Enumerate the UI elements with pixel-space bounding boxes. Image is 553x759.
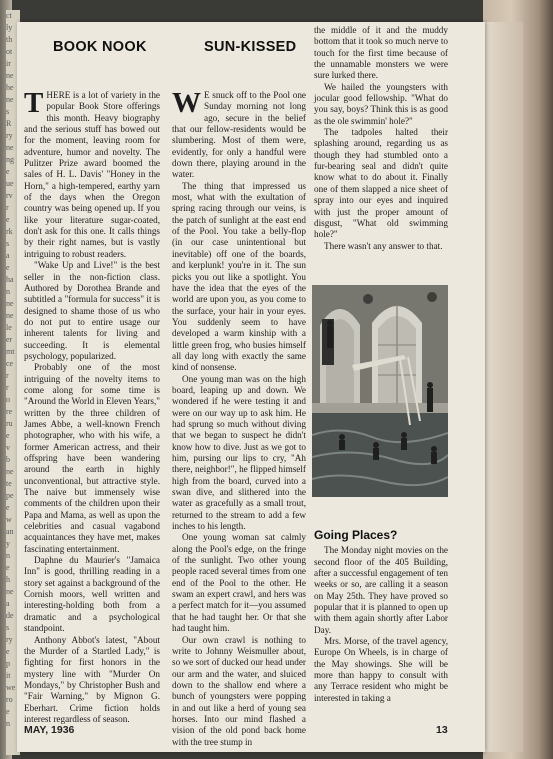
facing-page-text-fragment: er (6, 335, 13, 344)
facing-page-text-fragment: a (6, 599, 10, 608)
column-book-nook (24, 87, 160, 725)
facing-page-text-fragment: b (6, 455, 10, 464)
facing-page-text-fragment: it (6, 671, 11, 680)
page-number: 13 (436, 724, 448, 736)
column-right-top (314, 25, 448, 252)
facing-page-text-fragment: ne (6, 587, 14, 596)
facing-page-text-fragment: ot (6, 47, 13, 56)
facing-page-text-fragment: e (6, 707, 10, 716)
page-edge-shadow (483, 22, 523, 752)
facing-page-text-fragment: e (6, 503, 10, 512)
facing-page-text-fragment: w (6, 515, 12, 524)
paragraph: One young woman sat calmly along the Pool's edge, on the fringe of the sunlight. Two other young people raced several times from one end of the Pool to the other. He swam an expert crawl, and hers was a perfect match for it—you assumed that he had taught her. Or that she had taught him. (172, 532, 306, 634)
facing-page-text-fragment: ct (6, 11, 12, 20)
pool-photo-illustration (312, 285, 448, 497)
facing-page-text-fragment: re (6, 407, 13, 416)
facing-page-text-fragment: e (6, 563, 10, 572)
facing-page-text-fragment: ne (6, 299, 14, 308)
facing-page-text-fragment: s (6, 107, 10, 116)
facing-page-text-fragment: le (6, 323, 12, 332)
facing-page-text-fragment: he (6, 83, 14, 92)
facing-page-text-fragment: R (6, 119, 12, 128)
paragraph: Mrs. Morse, of the travel agency, Europe On Wheels, is in charge of the May showings. She will be more than happy to consult with any Terrace resident who might be interested in taking a (314, 636, 448, 703)
paragraph: "Wake Up and Live!" is the best seller in the non-fiction class. Authored by Dorothea Brande and subtitled a "formula for success" it is designed to shame those of us who do not put to entire usage our inherent talents for living and succeeding. It is elemental psychology, popularized. (24, 260, 160, 361)
facing-page-text-fragment: ly (6, 23, 13, 32)
facing-page-text-fragment: ue (6, 179, 14, 188)
drop-cap: W (172, 87, 201, 119)
facing-page-text-fragment: e (6, 431, 10, 440)
facing-page-text-fragment: v (6, 443, 10, 452)
facing-page-text-fragment: o (6, 395, 10, 404)
facing-page-text-fragment: ir (6, 59, 11, 68)
facing-page-text-fragment: e (6, 215, 10, 224)
facing-page-text-fragment: s (6, 623, 10, 632)
facing-page-text-fragment: ng (6, 155, 14, 164)
facing-page-text-fragment: ne (6, 95, 14, 104)
paragraph: One young man was on the high board, leaping up and down. We wondered if he were testing it and were on our way up to ask him. He had sprung so much without diving that we began to suspect he didn't know how to dive. Just as we got to him, pursing our lips to cry, "Ah there, neighbor!", he flipped himself high from the board, curved into a swan dive, and slithered into the water as gracefully as a small trout, returned to the stream to add a few inches to his length. (172, 373, 306, 532)
paragraph: The thing that impressed us most, what with the exultation of spring racing through our veins, is the patch of sunlight at the east end of the Pool. You take a belly-flop (in our case unintentional but inevitable) off one of the boards, and kerplunk! you're in it. The sun picks you out like a spotlight. You have the idea that the eyes of the world are upon you, as you come to the surface, your hair in your eyes. You suddenly seem to have developed a warm kinship with a little green frog, who busies himself all day long with exactly the same kind of nonsense. (172, 180, 306, 373)
facing-page-text-fragment: r (6, 383, 9, 392)
facing-page-text-fragment: n (6, 287, 10, 296)
paragraph: HERE is a lot of variety in the popular Book Store offerings this month. Heavy biography and the serious stuff has bowed out for the moment, leaving room for adventure, humor and novelty. The Pulitzer Prize award boomed the sales of H. L. Davis' "Honey in the Horn," a high-tempered, earthy yarn of the days when the Oregon country was being opened up. If you like your literature sugar-coated, don't ask for this one. It calls things by their right names, but is vastly intriguing to robust readers. (24, 90, 160, 259)
facing-page-text-fragment: e (6, 647, 10, 656)
facing-page-text-fragment: ry (6, 131, 13, 140)
paragraph: Probably one of the most intriguing of the novelty items to come along for some time is "Around the World in Eleven Years," written by the three children of James Abbe, a well-known French photographer, who with his wife, a former American actress, and their offspring have been wandering around the earth in highly unconventional, but attractive style. The naive but immensely wise comments of the children upon their Papa and Mama, as well as upon the celebrities and casual vagabond acquaintances they have met, makes fascinating entertainment. (24, 362, 160, 554)
facing-page-text-fragment: ne (6, 143, 14, 152)
issue-date: MAY, 1936 (24, 724, 75, 736)
facing-page-text-fragment: ro (6, 695, 13, 704)
column-sun-kissed (172, 87, 306, 748)
facing-page-text-fragment: rv (6, 191, 13, 200)
facing-page-text-fragment: ru (6, 419, 13, 428)
facing-page-text-fragment: de (6, 611, 14, 620)
paragraph: Daphne du Maurier's "Jamaica Inn" is good, thrilling reading in a story set against a background of the Cornish moors, well written and interesting-holding both from a dramatic and a psychological standpoint. (24, 555, 160, 634)
facing-page-text-fragment: an (6, 527, 14, 536)
paragraph: We hailed the youngsters with jocular good fellowship. "What do you say, boys? Think this is as good as the ole swimmin' hole?" (314, 81, 448, 126)
facing-page-text-fragment: h (6, 575, 10, 584)
paragraph: There wasn't any answer to that. (324, 240, 443, 251)
facing-page-text-fragment: ne (6, 311, 14, 320)
facing-page-text-fragment: we (6, 683, 16, 692)
facing-page-text-fragment: p (6, 659, 10, 668)
facing-page-text-fragment: ha (6, 275, 14, 284)
paragraph: E snuck off to the Pool one Sunday morning not long ago, secure in the belief that our fellow-residents would be slumbering. Most of them were, evidently, for only a handful were down there, playing around in the water. (172, 90, 306, 180)
heading-book-nook: BOOK NOOK (53, 39, 147, 55)
paragraph: The tadpoles halted their splashing around, regarding us as though they had stumbled onto a fur-bearing seal and didn't quite know what to do about it. Finally one of them slapped a nice sheet of spray into our eyes and inquired with just the proper amount of disgust, "What old swimming hole?" (314, 127, 448, 240)
heading-sun-kissed: SUN-KISSED (204, 39, 297, 55)
paragraph: Anthony Abbot's latest, "About the Murder of a Startled Lady," is fighting for first honors in the mystery line with "Murder On Mondays," by Christopher Bush and "Fair Warning," by Mignon G. Eberhart. Crime fiction holds interest regardless of season. (24, 634, 160, 724)
facing-page-text-fragment: ry (6, 635, 13, 644)
facing-page-text-fragment: th (6, 35, 13, 44)
paragraph: The Monday night movies on the second floor of the 405 Building, after a successful engagement of ten weeks or so, are calling it a season on May 25th. They have proved so popular that it is planned to open up with them again shortly after Labor Day. (314, 545, 448, 635)
swimming-pool-photo (312, 285, 448, 497)
paragraph: the middle of it and the muddy bottom that it took so much nerve to touch for the first time because of the unnamable monsters we were sure lurked there. (314, 25, 448, 81)
facing-page-text-fragment: ce (6, 359, 14, 368)
facing-page-text-fragment: n (6, 551, 10, 560)
facing-page-text-fragment: rk (6, 227, 13, 236)
facing-page-text-fragment: ne (6, 467, 14, 476)
facing-page-text-fragment: te (6, 479, 12, 488)
facing-page-text-fragment: y (6, 539, 10, 548)
facing-page-text-fragment: n (6, 719, 10, 728)
facing-page-text-fragment: r (6, 203, 9, 212)
facing-page-text-fragment: pe (6, 491, 14, 500)
paragraph: Our own crawl is nothing to write to Johnny Weismuller about, so we sort of ducked our head under our arm and the water, and sluiced down to the shallow end where a bunch of youngsters were popping in and out like a herd of young sea horses. Into our mind flashed a vision of the old pond back home with the tree stump in (172, 634, 306, 747)
facing-page-text-fragment: r (6, 371, 9, 380)
facing-page-text-fragment: s (6, 239, 10, 248)
facing-page-text-fragment: mt (6, 347, 15, 356)
column-right-bottom (314, 524, 448, 704)
drop-cap: T (24, 87, 44, 119)
facing-page-text-fragment: e (6, 167, 10, 176)
facing-page-text-fragment: a (6, 251, 10, 260)
facing-page-text-fragment: e (6, 263, 10, 272)
subheading-going-places: Going Places? (314, 528, 398, 542)
facing-page-text-fragment: ne (6, 71, 14, 80)
